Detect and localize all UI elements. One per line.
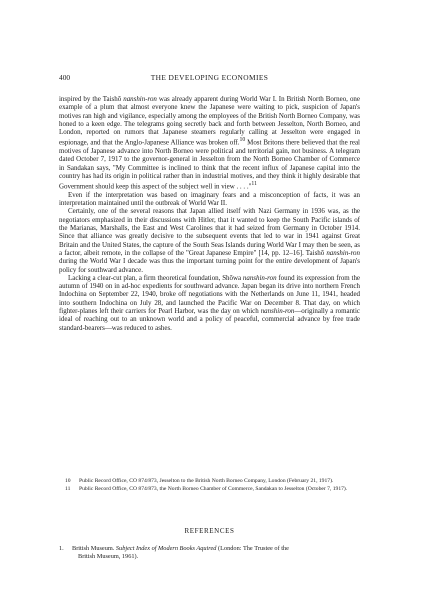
reference-item bbox=[59, 545, 360, 560]
reference-title: Subject Index of Modern Books Aquired bbox=[115, 545, 217, 552]
footnote-number: 10 bbox=[65, 478, 71, 484]
footnote-text: Public Record Office, CO 874/873, Jesselton to the British North Borneo Company, London (February 21, 1917). bbox=[79, 478, 334, 484]
journal-title: THE DEVELOPING ECONOMIES bbox=[150, 73, 269, 82]
footnote-ref-11: 11 bbox=[251, 181, 257, 188]
reference-number: 1. bbox=[59, 545, 64, 552]
footnotes bbox=[59, 478, 360, 494]
footnote-ref-10: 10 bbox=[239, 137, 246, 144]
footnote-number: 11 bbox=[65, 485, 71, 492]
reference-publisher: (London: The Trustee of the bbox=[216, 545, 289, 552]
page-number: 400 bbox=[59, 73, 71, 82]
running-head bbox=[59, 72, 360, 84]
reference-publisher-cont: British Museum, 1961). bbox=[78, 552, 139, 560]
references-list bbox=[59, 545, 360, 560]
footnote bbox=[59, 486, 360, 493]
footnote bbox=[59, 478, 360, 485]
paragraph-1: inspired by the Taishō nanshin-ron was already apparent during World War I. In British North Borneo, one example of a plum that almost everyone knew the Japanese were waiting to pick, suspicion of Japan's motives ran high and vigilance, especially among the employees of the British North Borneo Company, was honed to a keen edge. The telegrams going secretly back and forth between Jesselton, North Borneo, and London, reported on rumors that Japanese steamers regularly calling at Jesselton were engaged in espionage, and that the Anglo-Japanese Alliance was broken off.$^{10}$ Most Britons there believed that the real motives of Japanese advance into North Borneo were political and territorial gain, not business. A telegram dated October 7, 1917 to the governor-general in Jesselton from the North Borneo Chamber of Commerce in Sandakan says, "My Committee is inclined to think that the recent influx of Japanese capital into the country has had its origin in political rather than in industrial motives, and they think it highly desirable that Government should keep this aspect of the subject well in view . . . ."$^{11}$ bbox=[59, 95, 360, 191]
references-heading: REFERENCES bbox=[184, 527, 235, 535]
reference-author: British Museum. bbox=[72, 545, 116, 552]
paragraph-2: Even if the interpretation was based on imaginary fears and a misconception of facts, it was an interpretation maintained until the outbreak of World War II. bbox=[59, 190, 360, 208]
footnote-text: Public Record Office, CO 874/873, the North Borneo Chamber of Commerce, Sandakan to Jesselton (October 7, 1917). bbox=[79, 485, 348, 492]
paragraph-3: Certainly, one of the several reasons that Japan allied itself with Nazi Germany in 1936 was, as the negotiators emphasized in their discussions with Hitler, that it wanted to keep the South Pacific islands of the Marianas, Marshalls, the East and West Carolines that it had seized from Germany in October 1914. Since that alliance was greatly decisive to the subsequent events that led to war in 1941 against Great Britain and the United States, the capture of the South Seas Islands during World War I may then be seen, as a factor, albeit remote, in the collapse of the "Great Japanese Empire" [14, pp. 12–16]. Taishō nanshin-ron during the World War I decade was thus the important turning point for the entire development of Japan's policy for southward advance. bbox=[59, 207, 360, 274]
paragraph-4: Lacking a clear-cut plan, a firm theoretical foundation, Shōwa nanshin-ron found its expression from the autumn of 1940 on in ad-hoc expedients for southward advance. Japan began its drive into northern French Indochina on September 22, 1940, broke off negotiations with the Netherlands on June 11, 1941, headed into southern Indochina on July 28, and launched the Pacific War on December 8. That day, on which fighter-planes left their carriers for Pearl Harbor, was the day on which nanshin-ron—originally a romantic ideal of reaching out to an unknown world and a policy of peaceful, commercial advance by free trade standard-bearers—was reduced to ashes. bbox=[59, 273, 360, 332]
body-text bbox=[59, 95, 360, 332]
